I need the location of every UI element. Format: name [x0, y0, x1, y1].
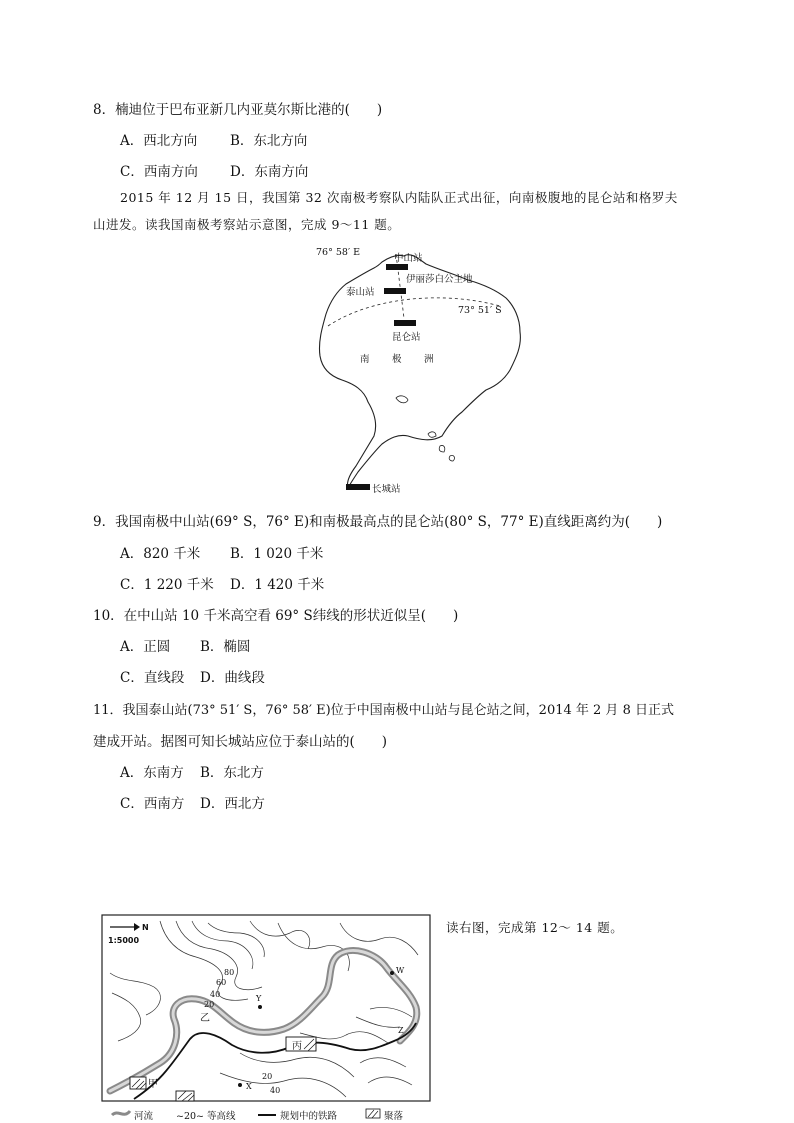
q9-options-row2 — [120, 576, 325, 594]
inlet-1 — [396, 396, 408, 403]
label-elizabeth: 伊丽莎白公主地 — [406, 274, 473, 285]
q11-option-b: B．东北方 — [200, 765, 264, 781]
settlement-jia — [130, 1077, 146, 1089]
legend-railway: 规划中的铁路 — [280, 1111, 338, 1122]
q10-option-b: B．椭圆 — [200, 639, 251, 655]
point-label-y: Y — [256, 994, 262, 1003]
changcheng-station-marker — [346, 484, 370, 490]
q9-option-b: B．1 020 千米 — [230, 546, 324, 562]
label-continent-2: 极 — [392, 354, 402, 365]
q9-option-a: A．820 千米 — [120, 546, 201, 562]
q8-option-d: D．东南方向 — [230, 164, 309, 180]
q10-option-d: D．曲线段 — [200, 670, 265, 686]
label-kunlun: 昆仑站 — [392, 332, 421, 343]
scale-label: 1:5000 — [108, 936, 140, 945]
legend-river-swatch — [112, 1111, 130, 1115]
intro-line1: 2015 年 12 月 15 日，我国第 32 次南极考察队内陆队正式出征，向南极腹地的昆仑站和格罗夫 — [120, 190, 678, 205]
zhongshan-station-marker — [386, 264, 408, 270]
point-label-z: Z — [398, 1026, 404, 1035]
island-1 — [428, 432, 436, 437]
north-label: N — [142, 923, 149, 932]
q8-option-b: B．东北方向 — [230, 133, 308, 149]
q9-option-d: D．1 420 千米 — [230, 577, 325, 593]
label-73-51S: 73° 51′ S — [458, 305, 502, 316]
legend-contour: ~20~ 等高线 — [176, 1111, 236, 1122]
taishan-station-marker — [384, 288, 406, 294]
point-label-w: W — [396, 966, 405, 975]
q9-option-c: C．1 220 千米 — [120, 577, 214, 593]
q8-stem: 8．楠迪位于巴布亚新几内亚莫尔斯比港的( ) — [93, 102, 383, 118]
q11-option-c: C．西南方 — [120, 796, 185, 812]
point-w — [390, 971, 394, 975]
label-changcheng: 长城站 — [372, 484, 401, 495]
contour-label-40: 40 — [210, 990, 221, 999]
legend-settlement: 聚落 — [384, 1111, 404, 1122]
contour-label-20: 20 — [204, 1000, 215, 1009]
contour-map — [100, 913, 435, 1123]
q11-option-a: A．东南方 — [120, 765, 184, 781]
label-continent-3: 洲 — [424, 354, 434, 365]
q10-options-row2 — [120, 669, 265, 687]
point-label-x: X — [246, 1082, 252, 1091]
q11-option-d: D．西北方 — [200, 796, 265, 812]
q8-options-row1 — [120, 132, 308, 150]
label-taishan: 泰山站 — [346, 287, 375, 298]
legend-river: 河流 — [134, 1111, 154, 1122]
antarctica-map — [300, 240, 540, 500]
point-x — [238, 1083, 242, 1087]
q8-option-a: A．西北方向 — [120, 133, 198, 149]
q8-options-row2 — [120, 163, 309, 181]
contour-label-40-south: 40 — [270, 1086, 281, 1095]
island-3 — [449, 455, 454, 461]
label-zhongshan: 中山站 — [394, 253, 423, 264]
q10-option-c: C．直线段 — [120, 670, 185, 686]
point-y — [258, 1005, 262, 1009]
q11-stem-line2: 建成开站。据图可知长城站应位于泰山站的( ) — [93, 734, 388, 750]
q9-options-row1 — [120, 545, 324, 563]
q11-options-row1 — [120, 764, 264, 782]
q10-stem: 10．在中山站 10 千米高空看 69° S纬线的形状近似呈( ) — [93, 608, 459, 624]
label-yi: 乙 — [200, 1013, 210, 1024]
q9-stem: 9．我国南极中山站(69° S，76° E)和南极最高点的昆仑站(80° S，77° E)直线距离约为( ) — [93, 514, 663, 530]
side-note: 读右图，完成第 12～ 14 题。 — [446, 920, 624, 935]
label-76-58E: 76° 58′ E — [316, 247, 361, 258]
legend — [112, 1109, 404, 1122]
q10-option-a: A．正圆 — [120, 639, 171, 655]
island-2 — [439, 445, 445, 452]
q10-options-row1 — [120, 638, 251, 656]
contour-label-80: 80 — [224, 968, 235, 977]
q11-stem-line1: 11．我国泰山站(73° 51′ S，76° 58′ E)位于中国南极中山站与昆仑站之间，2014 年 2 月 8 日正式 — [93, 703, 674, 718]
kunlun-station-marker — [394, 320, 416, 326]
contour-label-60: 60 — [216, 978, 227, 987]
q11-options-row2 — [120, 795, 265, 813]
q8-option-c: C．西南方向 — [120, 164, 198, 180]
contour-label-20-south: 20 — [262, 1072, 273, 1081]
label-continent-1: 南 — [360, 354, 370, 365]
settlement-yi-south — [176, 1091, 194, 1101]
intro-line2: 山进发。读我国南极考察站示意图，完成 9～11 题。 — [93, 217, 401, 232]
label-jia: 甲 — [148, 1079, 158, 1090]
label-bing: 丙 — [292, 1041, 302, 1052]
